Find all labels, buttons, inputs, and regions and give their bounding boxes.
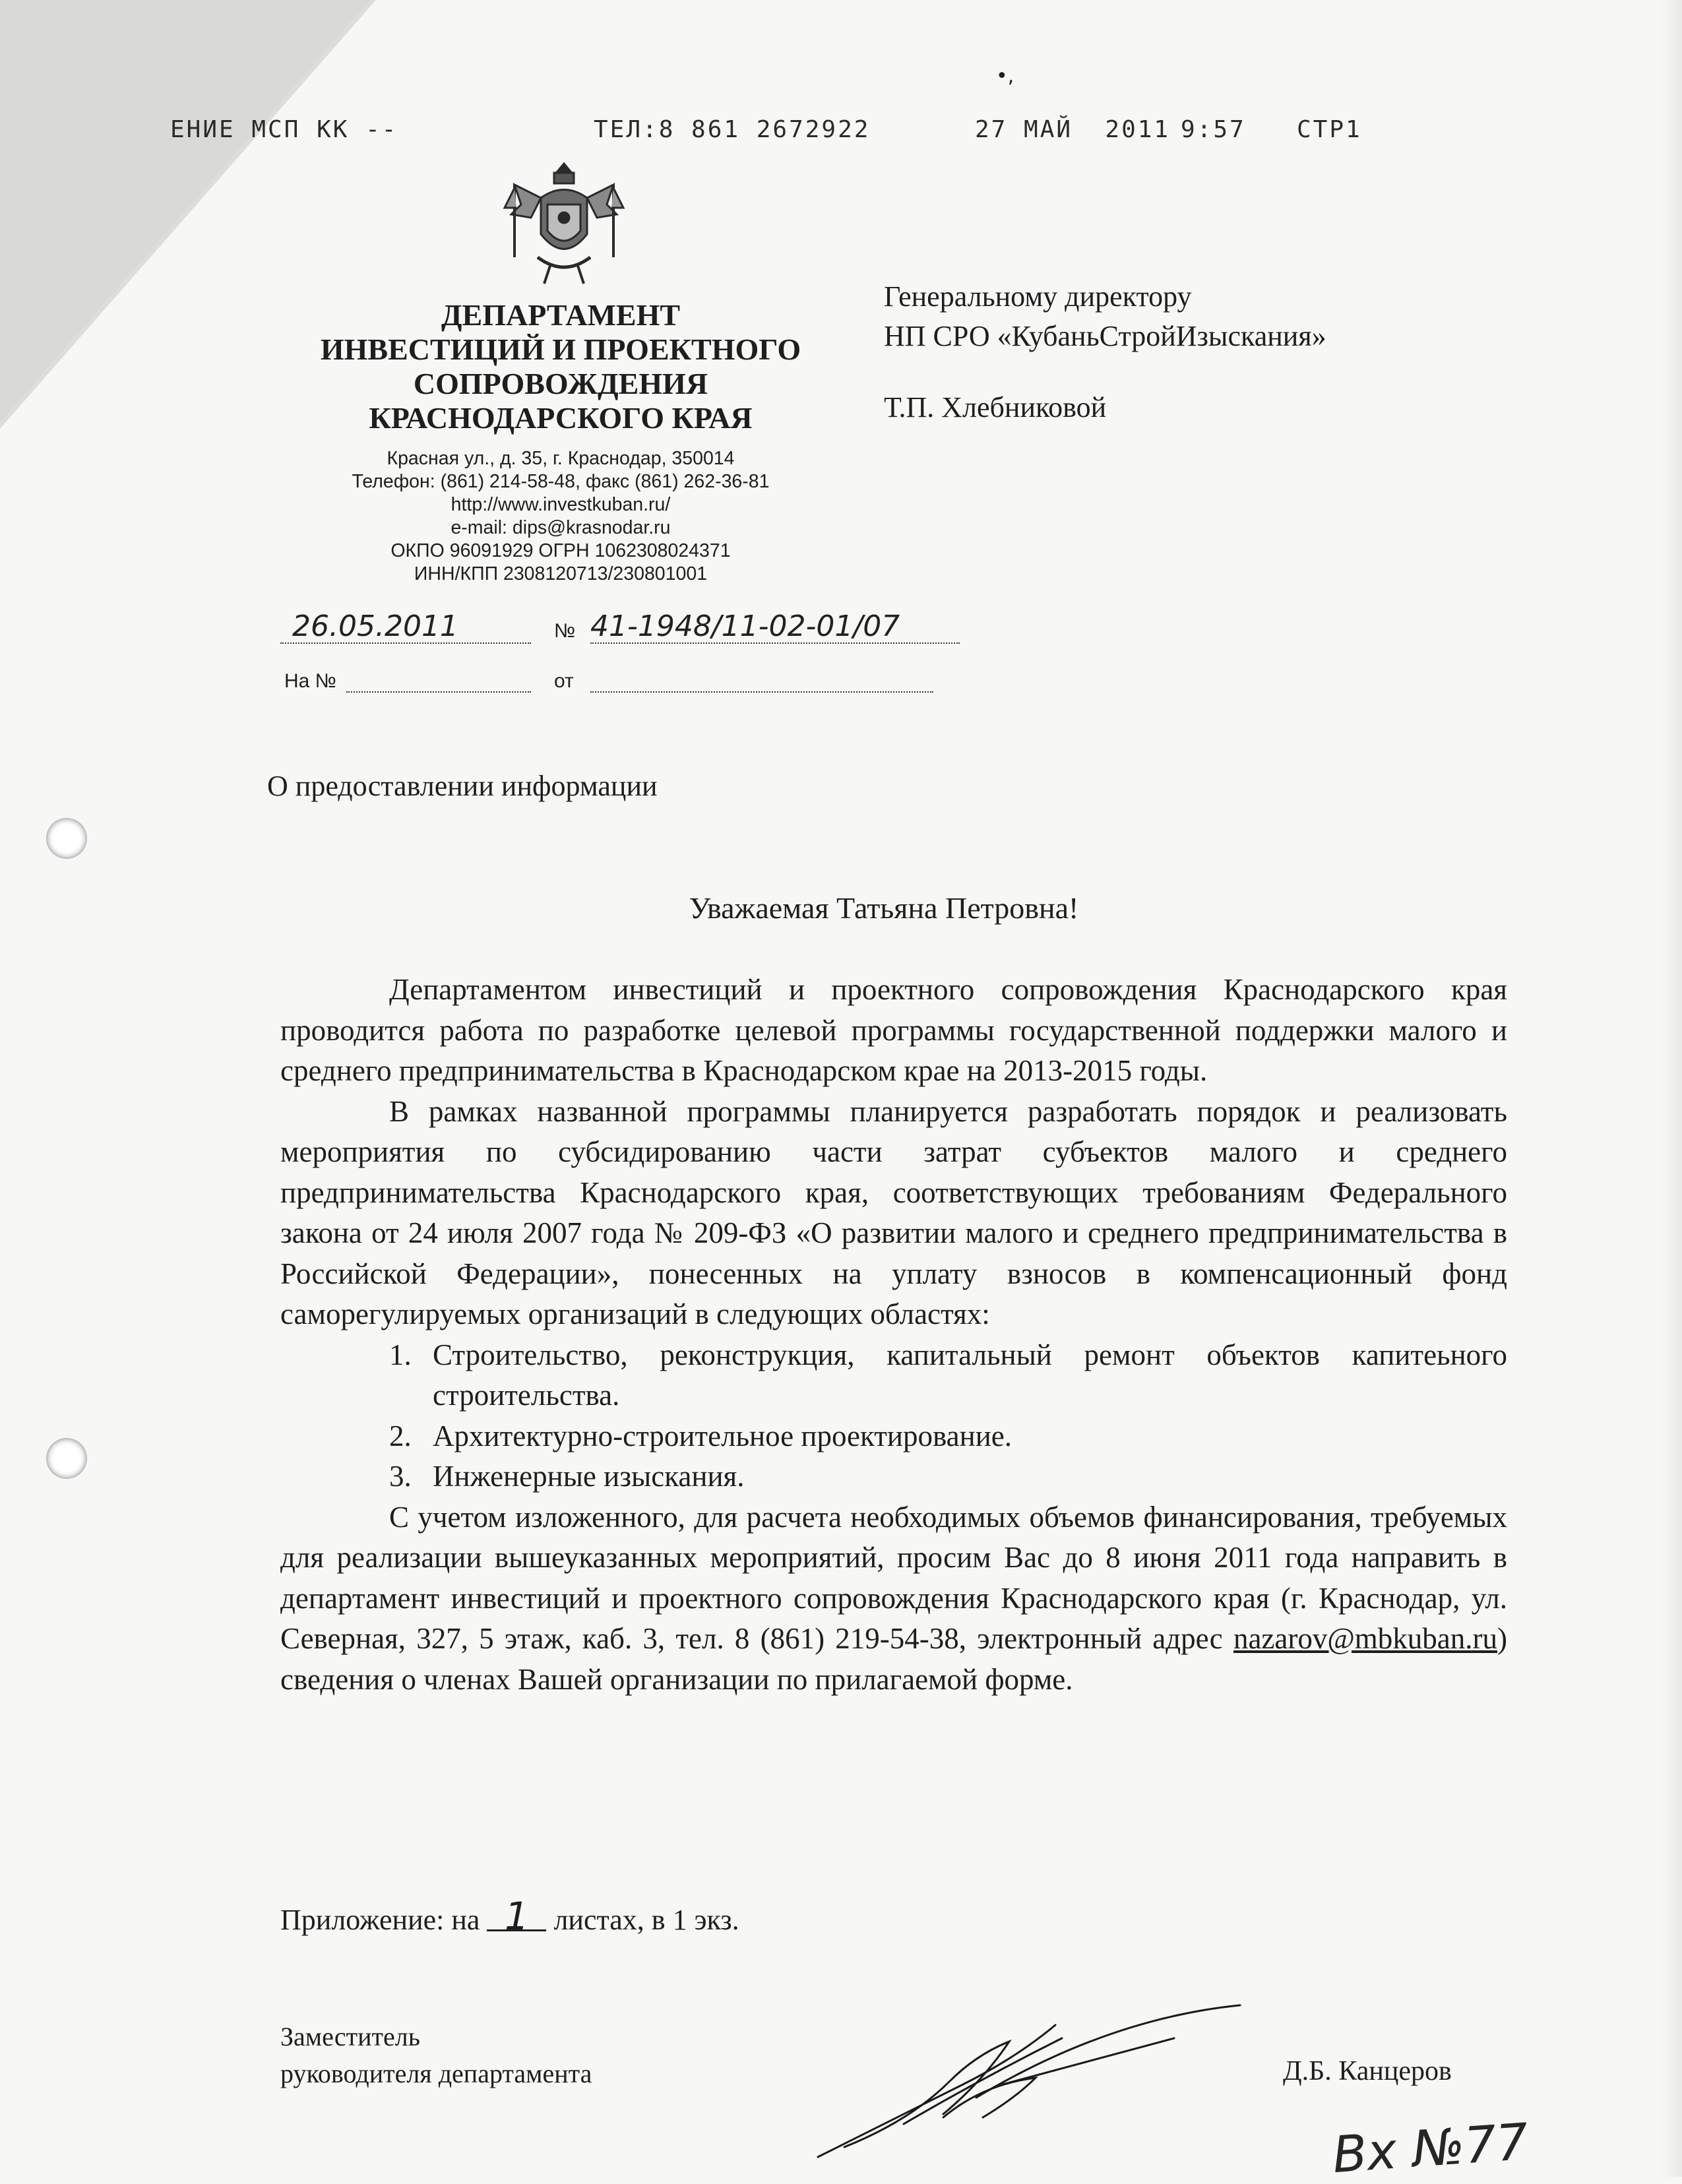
registration-number: 41-1948/11-02-01/07 — [590, 609, 900, 643]
attachment-suffix: листах, в 1 экз. — [553, 1904, 739, 1936]
handwritten-signature — [805, 1992, 1253, 2170]
list-item-number: 3. — [389, 1460, 412, 1493]
ref-label: На № — [284, 670, 336, 692]
coat-of-arms-icon — [501, 158, 627, 290]
contact-address: Красная ул., д. 35, г. Краснодар, 350014 — [387, 448, 735, 469]
number-sign: № — [554, 620, 576, 642]
sender-contacts — [290, 447, 831, 586]
from-underline — [590, 691, 933, 693]
contact-email: e-mail: dips@krasnodar.ru — [451, 517, 671, 538]
fax-phone: ТЕЛ:8 861 2672922 — [594, 116, 871, 143]
list-item-number: 2. — [389, 1419, 412, 1452]
signatory-title-line: руководителя департамента — [280, 2059, 592, 2088]
letter-subject: О предоставлении информации — [267, 770, 658, 802]
list-item — [389, 1456, 1507, 1497]
body-paragraph — [280, 1497, 1507, 1700]
attachment-count: 1 — [487, 1903, 546, 1931]
org-line: ДЕПАРТАМЕНТ — [441, 298, 681, 332]
list-item-text: Инженерные изыскания. — [433, 1460, 745, 1493]
list-item-number: 1. — [389, 1338, 412, 1371]
contact-website: http://www.investkuban.ru/ — [451, 494, 671, 515]
addressee-line: Генеральному директору — [884, 280, 1192, 313]
registration-date: 26.05.2011 — [292, 609, 458, 643]
contact-okpo: ОКПО 96091929 ОГРН 1062308024371 — [390, 540, 731, 561]
areas-list — [280, 1335, 1507, 1497]
stray-mark: •, — [996, 65, 1014, 88]
signatory-title — [280, 2018, 592, 2092]
contact-email-link[interactable]: nazarov@mbkuban.ru — [1233, 1622, 1497, 1655]
body-paragraph: В рамках названной программы планируется разработать порядок и реализовать мероприятия по субсидированию части затрат субъектов малого и среднего предпринимательства Краснодарского края, соответствующих требованиям Федерального закона от 24 июля 2007 года № 209-ФЗ «О развитии малого и среднего предпринимательства в Российской Федерации», понесенных на уплату взносов в компенсационный фонд саморегулируемых организаций в следующих областях: — [280, 1094, 1507, 1330]
ref-underline — [346, 691, 531, 693]
fax-page: СТР1 — [1297, 116, 1362, 143]
addressee-line: НП СРО «КубаньСтройИзыскания» — [884, 320, 1326, 352]
punch-hole-top — [46, 818, 87, 859]
list-item-text: Архитектурно-строительное проектирование. — [433, 1419, 1012, 1452]
date-underline — [280, 642, 531, 644]
body-paragraph: Департаментом инвестиций и проектного сопровождения Краснодарского края проводится работа по разработке целевой программы государственной поддержки малого и среднего предпринимательства в Краснодарском крае на 2013-2015 годы. — [280, 973, 1507, 1087]
org-line: КРАСНОДАРСКОГО КРАЯ — [369, 401, 753, 435]
incoming-number-note: Вх №77 — [1330, 2111, 1530, 2184]
page-edge-shadow — [1660, 0, 1682, 2177]
list-item — [389, 1335, 1507, 1416]
list-item — [389, 1416, 1507, 1457]
fax-time: 9:57 — [1181, 116, 1246, 143]
signatory-title-line: Заместитель — [280, 2022, 420, 2051]
attachment-line — [280, 1894, 739, 1939]
fax-date: 27 МАЙ 2011 — [975, 116, 1171, 143]
list-item-text: Строительство, реконструкция, капитальный ремонт объектов капитеьного строительства. — [433, 1338, 1507, 1412]
org-line: ИНВЕСТИЦИЙ И ПРОЕКТНОГО — [320, 332, 801, 366]
from-label: от — [554, 670, 574, 692]
paragraph-text: ) сведения о членах Вашей организации по прилагаемой форме. — [280, 1622, 1507, 1696]
punch-hole-bottom — [46, 1438, 87, 1479]
paragraph-text: С учетом изложенного, для расчета необходимых объемов финансирования, требуемых для реализации вышеуказанных мероприятий, просим Вас до 8 июня 2011 года направить в департамент инвестиций и проектного сопровождения Краснодарского края (г. Краснодар, ул. Северная, 327, 5 этаж, каб. 3, тел. 8 (861) 219-54-38, электронный адрес — [280, 1500, 1507, 1655]
salutation-text: Уважаемая Татьяна Петровна! — [689, 891, 1079, 925]
contact-phone: Телефон: (861) 214-58-48, факс (861) 262-36-81 — [352, 471, 770, 492]
letter-body — [280, 970, 1507, 1700]
signatory-name: Д.Б. Канцеров — [1283, 2056, 1452, 2086]
fax-sender: ЕНИЕ МСП КК -- — [170, 116, 398, 143]
addressee-block — [884, 277, 1326, 427]
salutation — [0, 890, 1682, 925]
org-line: СОПРОВОЖДЕНИЯ — [413, 367, 708, 400]
number-underline — [590, 642, 960, 644]
contact-inn: ИНН/КПП 2308120713/230801001 — [414, 563, 708, 584]
addressee-name: Т.П. Хлебниковой — [884, 391, 1107, 423]
sender-organization — [290, 298, 831, 435]
attachment-prefix: Приложение: на — [280, 1904, 480, 1936]
